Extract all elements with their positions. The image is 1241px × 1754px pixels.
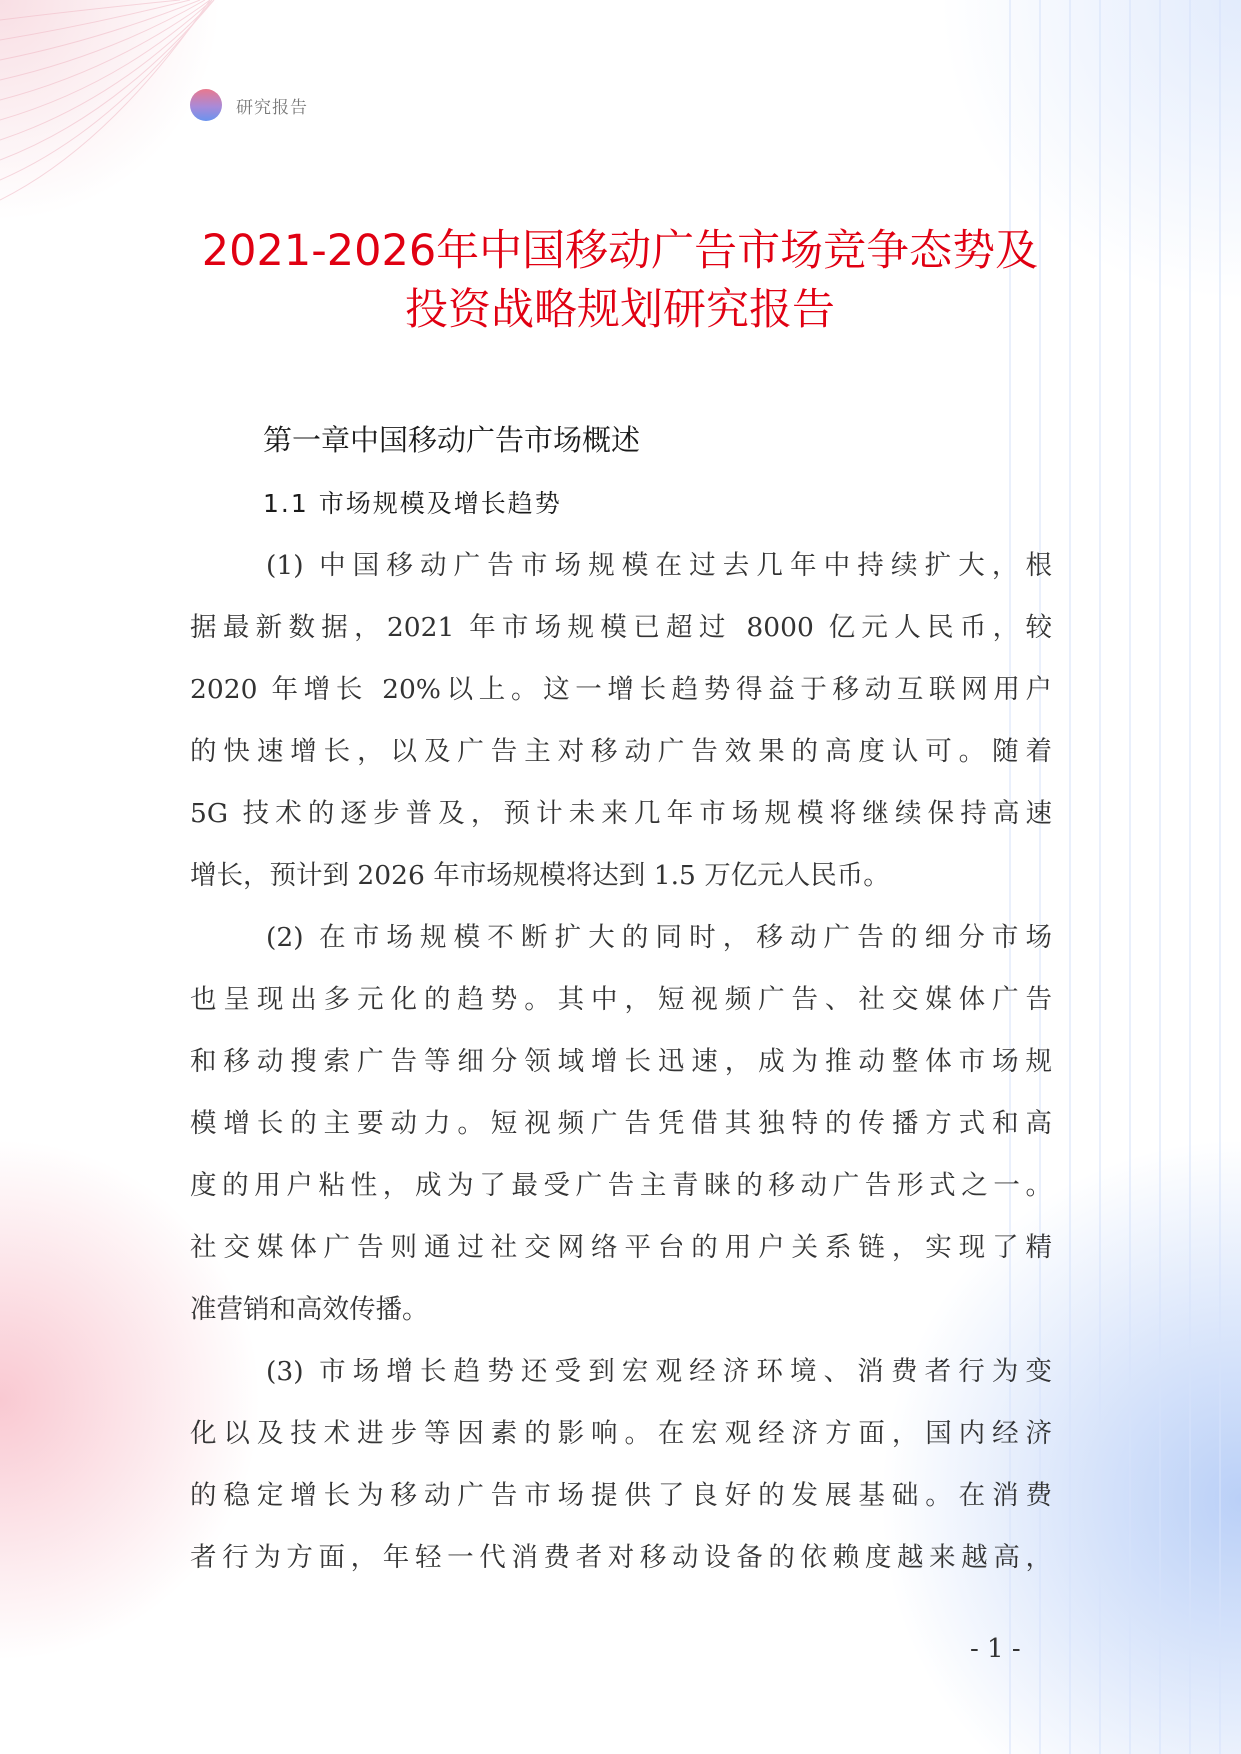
chapter-heading: 第一章中国移动广告市场概述 [263,423,641,457]
title-line-1: 2021-2026年中国移动广告市场竞争态势及 [201,226,1039,276]
paragraph-line: 5G 技术的逐步普及，预计未来几年市场规模将继续保持高速 [190,798,1052,829]
report-logo [190,89,308,121]
section-heading: 1.1 市场规模及增长趋势 [263,489,562,518]
paragraph-line: 者行为方面，年轻一代消费者对移动设备的依赖度越来越高， [190,1542,1052,1573]
paragraph-2 [190,907,1052,1341]
paragraph-line: 准营销和高效传播。 [190,1294,429,1325]
paragraph-line: 化以及技术进步等因素的影响。在宏观经济方面，国内经济 [190,1418,1052,1449]
paragraph-line: 增长，预计到 2026 年市场规模将达到 1.5 万亿元人民币。 [190,860,890,891]
logo-label: 研究报告 [236,97,308,118]
paragraph-3 [190,1341,1052,1589]
paragraph-line: 社交媒体广告则通过社交网络平台的用户关系链，实现了精 [190,1232,1052,1263]
paragraph-line: 据最新数据，2021 年市场规模已超过 8000 亿元人民币，较 [190,612,1052,643]
paragraph-line: (2) 在市场规模不断扩大的同时，移动广告的细分市场 [266,922,1052,953]
paragraph-line: 也呈现出多元化的趋势。其中，短视频广告、社交媒体广告 [190,984,1052,1015]
page-number: - 1 - [970,1634,1021,1664]
paragraph-line: (3) 市场增长趋势还受到宏观经济环境、消费者行为变 [266,1356,1052,1387]
title-line-2: 投资战略规划研究报告 [405,285,835,335]
paragraph-line: (1) 中国移动广告市场规模在过去几年中持续扩大，根 [266,550,1052,581]
paragraph-line: 2020 年增长 20%以上。这一增长趋势得益于移动互联网用户 [190,674,1052,705]
paragraph-1 [190,535,1052,907]
paragraph-line: 度的用户粘性，成为了最受广告主青睐的移动广告形式之一。 [190,1170,1052,1201]
paragraph-line: 的稳定增长为移动广告市场提供了良好的发展基础。在消费 [190,1480,1052,1511]
paragraph-line: 的快速增长，以及广告主对移动广告效果的高度认可。随着 [190,736,1052,767]
logo-circle-icon [190,89,222,121]
document-title [170,222,1070,340]
paragraph-line: 模增长的主要动力。短视频广告凭借其独特的传播方式和高 [190,1108,1052,1139]
paragraph-line: 和移动搜索广告等细分领域增长迅速，成为推动整体市场规 [190,1046,1052,1077]
